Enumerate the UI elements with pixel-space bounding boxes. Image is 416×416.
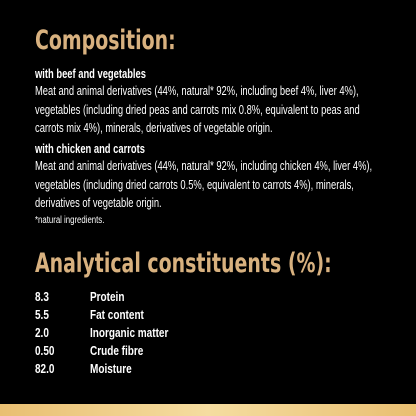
- constituent-row: [35, 361, 235, 379]
- constituent-value: 82.0: [35, 362, 55, 376]
- analytical-constituents-heading: Analytical constituents (%):: [35, 248, 332, 279]
- constituent-value: 5.5: [35, 308, 49, 322]
- recipe-text: Meat and animal derivatives (44%, natural* 92%, including chicken 4%, liver 4%), vegetables (including dried carrots 0.5%, equivalent to carrots 4%), minerals, derivatives of vegetable origin.: [35, 159, 373, 210]
- constituent-value: 0.50: [35, 344, 55, 358]
- bottom-accent-bar: [0, 404, 416, 416]
- constituent-row: [35, 343, 235, 361]
- constituent-name: Inorganic matter: [90, 326, 169, 340]
- recipe-beef-vegetables: [35, 66, 388, 138]
- constituent-row: [35, 325, 235, 343]
- natural-ingredients-footnote: *natural ingredients.: [35, 215, 105, 226]
- composition-heading: Composition:: [35, 25, 176, 56]
- constituent-value: 2.0: [35, 326, 49, 340]
- constituent-name: Protein: [90, 290, 125, 304]
- constituent-row: [35, 307, 235, 325]
- recipe-title: with beef and vegetables: [35, 67, 146, 81]
- recipe-text: Meat and animal derivatives (44%, natural* 92%, including beef 4%, liver 4%), vegetables (including dried peas and carrots mix 0.8%, equivalent to peas and carrots mix 4%), minerals, derivatives of vegetable origin.: [35, 84, 360, 135]
- constituent-name: Crude fibre: [90, 344, 144, 358]
- constituents-table: [35, 289, 235, 379]
- constituent-name: Fat content: [90, 308, 144, 322]
- constituent-row: [35, 289, 235, 307]
- recipe-title: with chicken and carrots: [35, 142, 145, 156]
- constituent-name: Moisture: [90, 362, 132, 376]
- recipe-chicken-carrots: [35, 141, 388, 213]
- constituent-value: 8.3: [35, 290, 49, 304]
